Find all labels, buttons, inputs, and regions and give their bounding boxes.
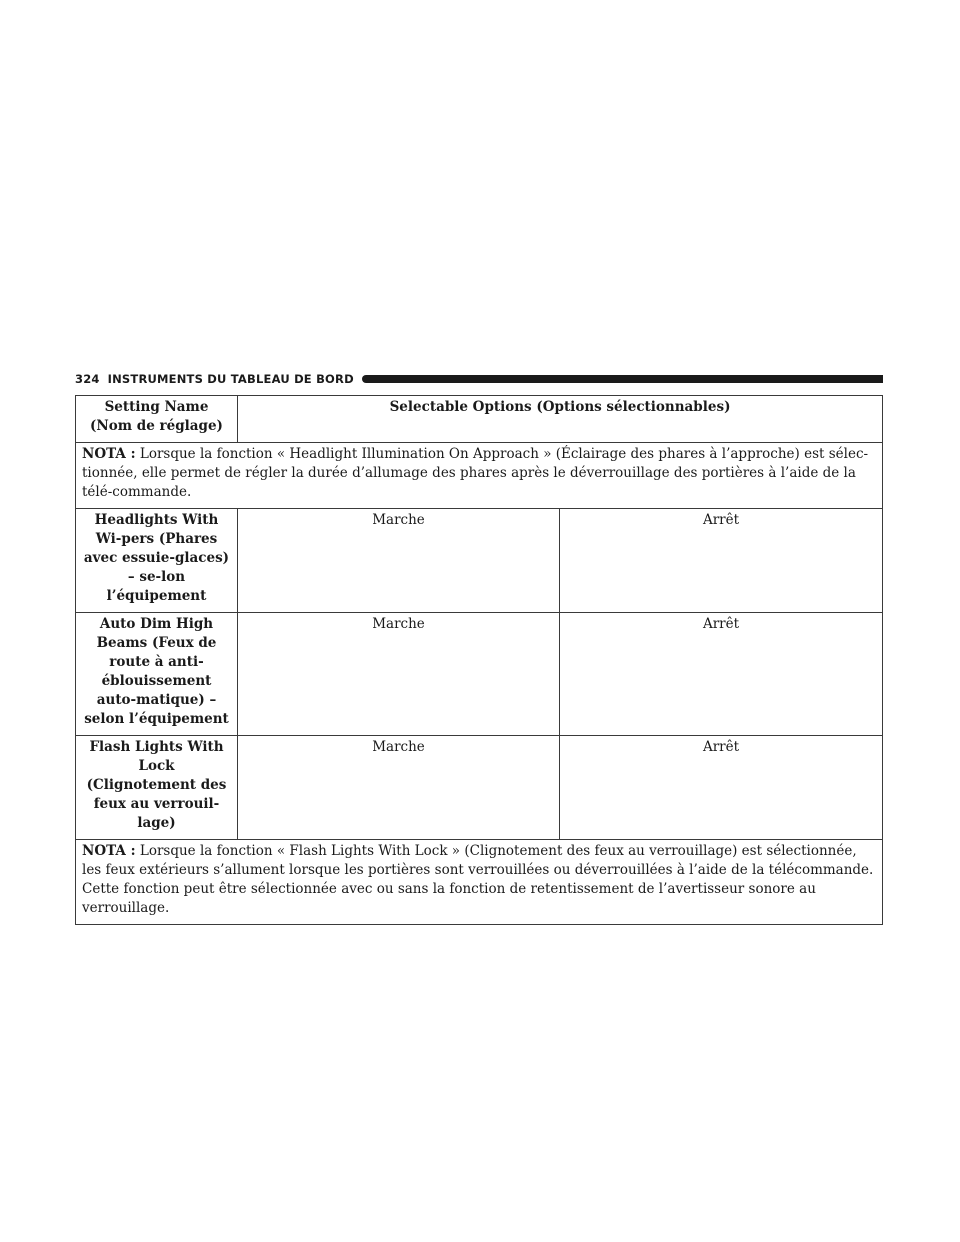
option-on-cell: Marche [238, 509, 560, 613]
option-on-cell: Marche [238, 736, 560, 840]
page-header [75, 370, 883, 388]
option-off-cell: Arrêt [560, 613, 883, 736]
column-header-options: Selectable Options (Options sélectionnables) [238, 396, 883, 443]
note-row-bottom [76, 840, 883, 925]
section-title: INSTRUMENTS DU TABLEAU DE BORD [107, 372, 354, 386]
page-number: 324 [75, 372, 100, 386]
note-text: Lorsque la fonction « Headlight Illumination On Approach » (Éclairage des phares à l’approche) est sélec-tionnée, elle permet de régler la durée d’allumage des phares après le déverrouillage des portières à l’aide de la télé-commande. [82, 446, 869, 500]
settings-table [75, 395, 883, 925]
header-rule [362, 375, 883, 383]
option-on-cell: Marche [238, 613, 560, 736]
setting-name-cell: Auto Dim High Beams (Feux de route à anti-éblouissement auto-matique) – selon l’équipement [76, 613, 238, 736]
note-label: NOTA : [82, 446, 136, 462]
table-row [76, 613, 883, 736]
note-bottom [76, 840, 883, 925]
table-row [76, 509, 883, 613]
table-header-row [76, 396, 883, 443]
note-top [76, 443, 883, 509]
note-label: NOTA : [82, 843, 136, 859]
column-header-setting: Setting Name (Nom de réglage) [76, 396, 238, 443]
note-text: Lorsque la fonction « Flash Lights With Lock » (Clignotement des feux au verrouillage) est sélectionnée, les feux extérieurs s’allument lorsque les portières sont verrouillées ou déverrouillées à l’aide de la télécommande. Cette fonction peut être sélectionnée avec ou sans la fonction de retentissement de l’avertisseur sonore au verrouillage. [82, 843, 874, 916]
setting-name-cell: Flash Lights With Lock (Clignotement des feux au verrouil-lage) [76, 736, 238, 840]
option-off-cell: Arrêt [560, 736, 883, 840]
note-row-top [76, 443, 883, 509]
setting-name-cell: Headlights With Wi-pers (Phares avec essuie-glaces) – se-lon l’équipement [76, 509, 238, 613]
option-off-cell: Arrêt [560, 509, 883, 613]
table-row [76, 736, 883, 840]
